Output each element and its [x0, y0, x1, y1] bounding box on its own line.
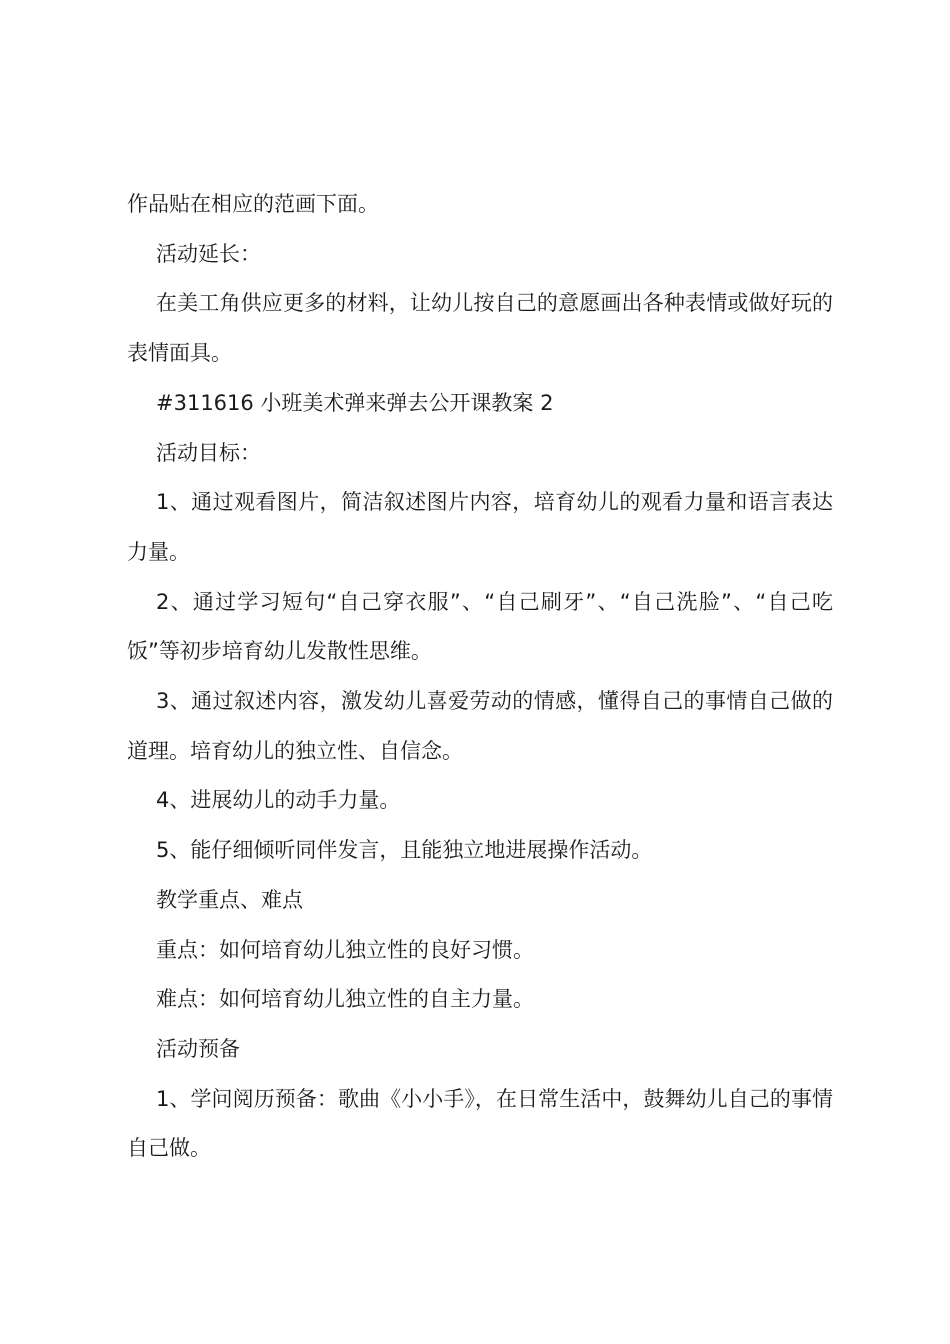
paragraph-14: 活动预备: [156, 1036, 240, 1061]
paragraph-13: 难点：如何培育幼儿独立性的自主力量。: [156, 987, 534, 1012]
paragraph-7: 2、通过学习短句“自己穿衣服”、“自己刷牙”、“自己洗脸”、“自己吃饭”等初步培育幼儿发散性思维。: [127, 589, 833, 664]
paragraph-8: 3、通过叙述内容，激发幼儿喜爱劳动的情感，懂得自己的事情自己做的道理。培育幼儿的独立性、自信念。: [127, 689, 833, 763]
section-heading: #311616 小班美术弹来弹去公开课教案 2: [156, 390, 554, 415]
paragraph-12: 重点：如何培育幼儿独立性的良好习惯。: [156, 937, 534, 962]
document-body: [127, 180, 833, 1174]
paragraph-3: 在美工角供应更多的材料，让幼儿按自己的意愿画出各种表情或做好玩的表情面具。: [127, 291, 833, 366]
paragraph-11: 教学重点、难点: [156, 887, 303, 912]
paragraph-5: 活动目标：: [156, 440, 261, 465]
paragraph-6: 1、通过观看图片，简洁叙述图片内容，培育幼儿的观看力量和语言表达力量。: [127, 490, 833, 564]
paragraph-1: 作品贴在相应的范画下面。: [127, 192, 379, 216]
paragraph-10: 5、能仔细倾听同伴发言，且能独立地进展操作活动。: [156, 838, 653, 863]
paragraph-15: 1、学问阅历预备：歌曲《小小手》，在日常生活中，鼓舞幼儿自己的事情自己做。: [127, 1086, 833, 1161]
paragraph-2: 活动延长：: [156, 241, 261, 266]
paragraph-9: 4、进展幼儿的动手力量。: [156, 788, 401, 813]
